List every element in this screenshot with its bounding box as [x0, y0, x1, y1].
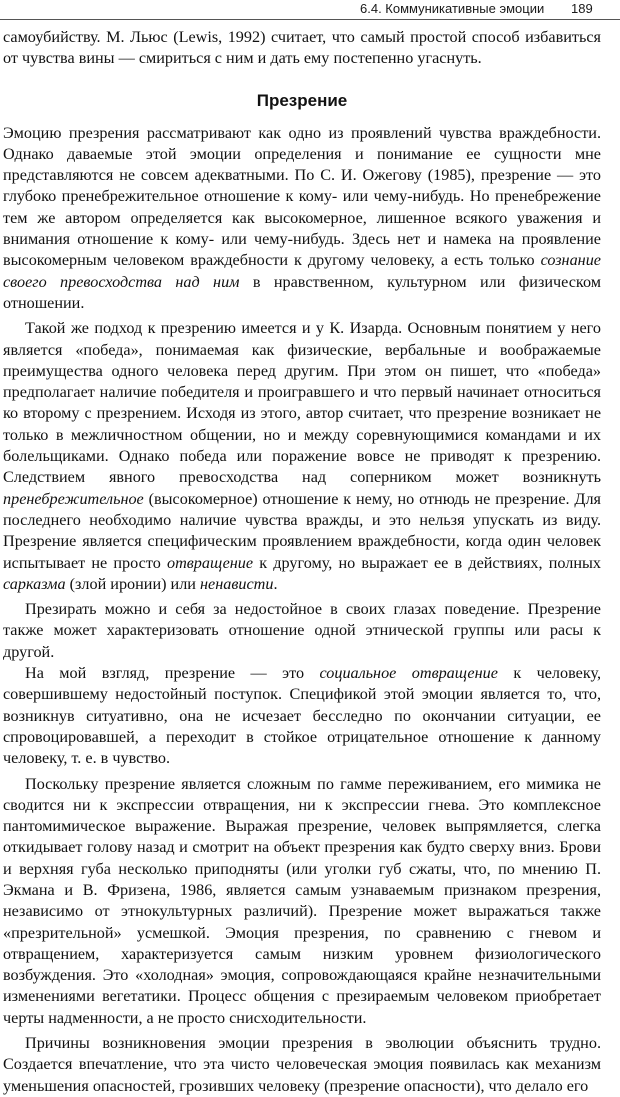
text-run: к другому, но выражает ее в действиях, полных: [253, 553, 601, 572]
running-head: [0, 1, 620, 17]
emphasis-text: отвращение: [166, 553, 254, 572]
text-run: На мой взгляд, презрение — это: [25, 664, 320, 683]
section-heading: Презрение: [256, 90, 348, 110]
text-run: (высокомерное) отношение к нему, но отнюдь не презрение. Для последнего необходимо наличие чувства вражды, и это нельзя упускать из виду. Презрение является специфическим проявлением враждебности, когда один человек испытывает не просто: [3, 489, 601, 572]
text-run: .: [273, 574, 278, 593]
paragraph-expression: Поскольку презрение является сложным по гамме переживанием, его мимика не сводится ни к экспрессии отвращения, ни к экспрессии гнева. Это комплексное пантомимическое выражение. Выражая презрение, человек выпрямляется, слегка откидывает голову назад и смотрит на объект презрения как будто сверху вниз. Брови и верхняя губа несколько приподняты (или уголки губ сжаты, что, по мнению П. Экмана и В. Фризена, 1986, является самым узнаваемым признаком презрения, независимо от этнокультурных различий). Презрение может выражаться также «презрительной» усмешкой. Эмоция презрения, по сравнению с гневом и отвращением, характеризуется самым низким уровнем физиологического возбуждения. Это «холодная» эмоция, сопровождающаяся крайне незначительными изменениями вегетатики. Процесс общения с презираемым человеком приобретает черты надменности, а не просто снисходительности.: [3, 774, 601, 1027]
paragraph-definition: [3, 123, 601, 315]
paragraph-continuation: самоубийству. М. Льюс (Lewis, 1992) считает, что самый простой способ избавиться от чувства вины — смириться с ним и дать ему постепенно угаснуть.: [3, 28, 601, 68]
text-run: Такой же подход к презрению имеется и у К. Изарда. Основным понятием у него является «победа», понимаемая как физические, вербальные и воображаемые преимущества одного человека перед другим. При этом он пишет, что «победа» предполагает наличие победителя и проигравшего и что первый начинает относиться ко второму с презрением. Исходя из этого, автор считает, что презрение возникает не только в межличностном общении, но и между соревнующимися командами и их болельщиками. Однако победа или поражение вовсе не приводят к презрению. Следствием явного превосходства над соперником может возникнуть: [3, 319, 601, 487]
emphasis-text: сознание своего превосходства над ним: [3, 251, 601, 291]
section-title: 6.4. Коммуникативные эмоции: [360, 1, 545, 16]
header-rule: [0, 19, 620, 20]
paragraph-social-disgust: [3, 663, 601, 769]
paragraph-izard: [3, 318, 601, 595]
text-run: (злой иронии) или: [65, 574, 201, 593]
text-run: в нравственном, культурном или физическом отношении.: [3, 272, 601, 312]
emphasis-text: ненависти: [200, 574, 274, 593]
emphasis-text: сарказма: [3, 574, 66, 593]
text-run: Эмоцию презрения рассматривают как одно из проявлений чувства враждебности. Однако даваемые этой эмоции определения и понимание ее сущности мне представляются не совсем адекватными. По С. И. Ожегову (1985), презрение — это глубоко пренебрежительное отношение к кому- или чему-нибудь. Но пренебрежение тем же автором определяется как высокомерное, лишенное всякого уважения и внимания отношение к кому- или чему-нибудь. Здесь нет и намека на проявление высокомерным человеком враждебности к другому человеку, а есть только: [3, 123, 601, 270]
paragraph-self-contempt: Презирать можно и себя за недостойное в своих глазах поведение. Презрение также может характеризовать отношение одной этнической группы или расы к другой.: [3, 600, 601, 661]
emphasis-text: социальное отвращение: [319, 664, 498, 683]
emphasis-text: пренебрежительное: [3, 489, 144, 508]
text-run: к человеку, совершившему недостойный поступок. Спецификой этой эмоции является то, что, возникнув ситуативно, она не исчезает бесследно по окончании ситуации, ее спровоцировавшей, а переходит в стойкое отрицательное отношение к данному человеку, т. е. в чувство.: [3, 664, 601, 768]
paragraph-origins: Причины возникновения эмоции презрения в эволюции объяснить трудно. Создается впечатление, что эта чисто человеческая эмоция появилась как механизм уменьшения опасностей, грозивших человеку (презрение опасности), что делало его: [3, 1034, 601, 1095]
page-number: 189: [571, 1, 593, 16]
body-text: [3, 27, 601, 1097]
